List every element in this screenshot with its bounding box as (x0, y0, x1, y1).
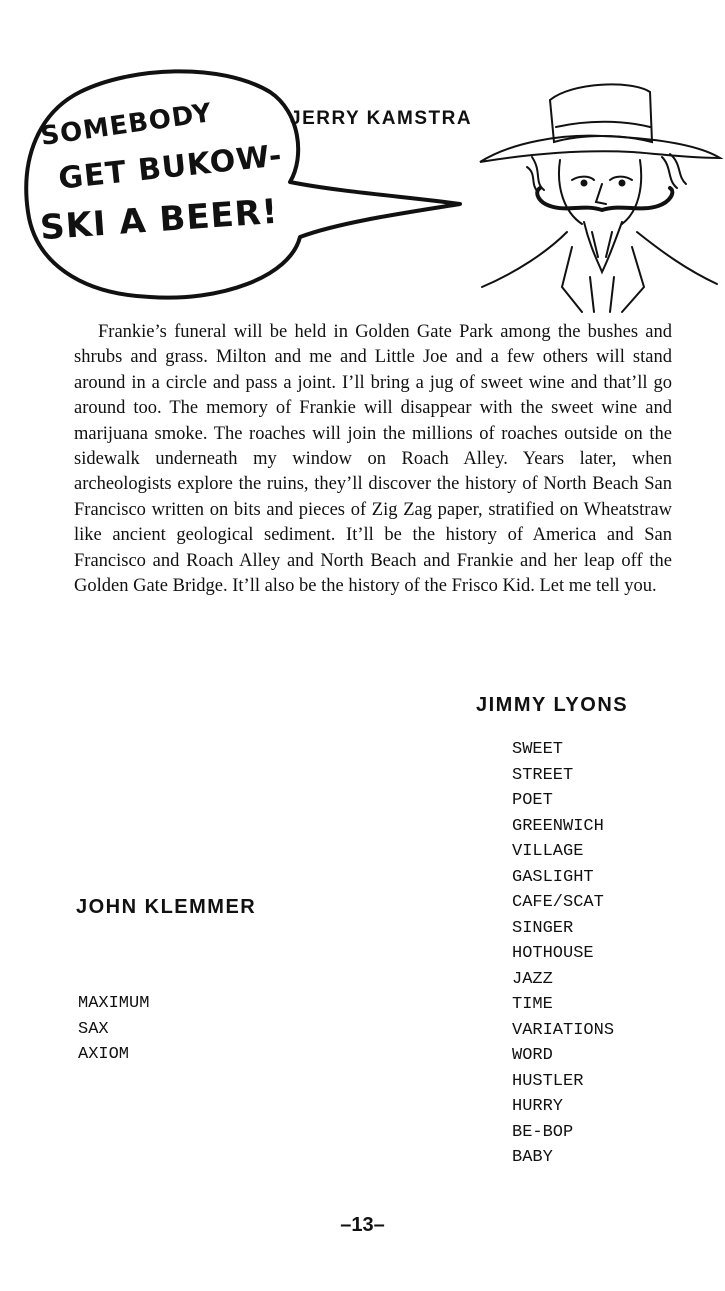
list-item: SINGER (512, 918, 574, 938)
list-item: POET (512, 791, 553, 810)
cowboy-sketch-illustration (472, 72, 722, 322)
author-john-klemmer: JOHN KLEMMER (76, 896, 257, 918)
list-item: HOTHOUSE (512, 944, 594, 963)
bubble-text-line-2: GET BUKOW- (56, 138, 285, 197)
list-item: MAXIMUM (78, 994, 150, 1013)
author-jimmy-lyons: JIMMY LYONS (476, 694, 629, 716)
list-item: HURRY (512, 1097, 564, 1116)
list-item: BE-BOP (512, 1122, 574, 1142)
list-item: SWEET (512, 740, 564, 759)
list-item: GREENWICH (512, 816, 604, 836)
list-item: JAZZ (512, 969, 553, 989)
jerry-kamstra-paragraph: Frankie’s funeral will be held in Golden Gate Park among the bushes and shrubs and grass. Milton and me and Little Joe and a few others will stand around in a circle and pass a joint. I’ll bring a jug of sweet wine and that’ll go around too. The memory of Frankie will disappear with the sweet wine and marijuana smoke. The roaches will join the millions of roaches outside on the sidewalk underneath my window on Roach Alley. Years later, when archeologists explore the ruins, they’ll discover the history of North Beach San Francisco written on bits and pieces of Zig Zag paper, stratified on Wheatstraw like ancient geological sediment. It’ll be the history of America and San Francisco and Roach Alley and North Beach and Frankie and her leap off the Golden Gate Bridge. It’ll also be the history of the Frisco Kid. Let me tell you. (74, 322, 672, 597)
list-item: WORD (512, 1046, 553, 1065)
list-item: VILLAGE (512, 842, 584, 861)
list-item: SAX (78, 1019, 109, 1039)
list-item: STREET (512, 765, 574, 785)
author-jerry-kamstra: JERRY KAMSTRA (290, 108, 473, 129)
page-number: –13– (340, 1214, 385, 1236)
list-item: VARIATIONS (512, 1020, 615, 1040)
jimmy-lyons-word-list (512, 737, 614, 1171)
list-item: HUSTLER (512, 1071, 584, 1091)
bubble-text-line-1: SOMEBODY (38, 98, 215, 152)
list-item: AXIOM (78, 1045, 130, 1064)
list-item: GASLIGHT (512, 867, 594, 887)
bubble-text-line-3: SKI A BEER! (38, 191, 280, 249)
list-item: CAFE/SCAT (512, 893, 604, 912)
list-item: TIME (512, 995, 553, 1014)
list-item: BABY (512, 1148, 553, 1167)
john-klemmer-word-list (78, 991, 149, 1068)
